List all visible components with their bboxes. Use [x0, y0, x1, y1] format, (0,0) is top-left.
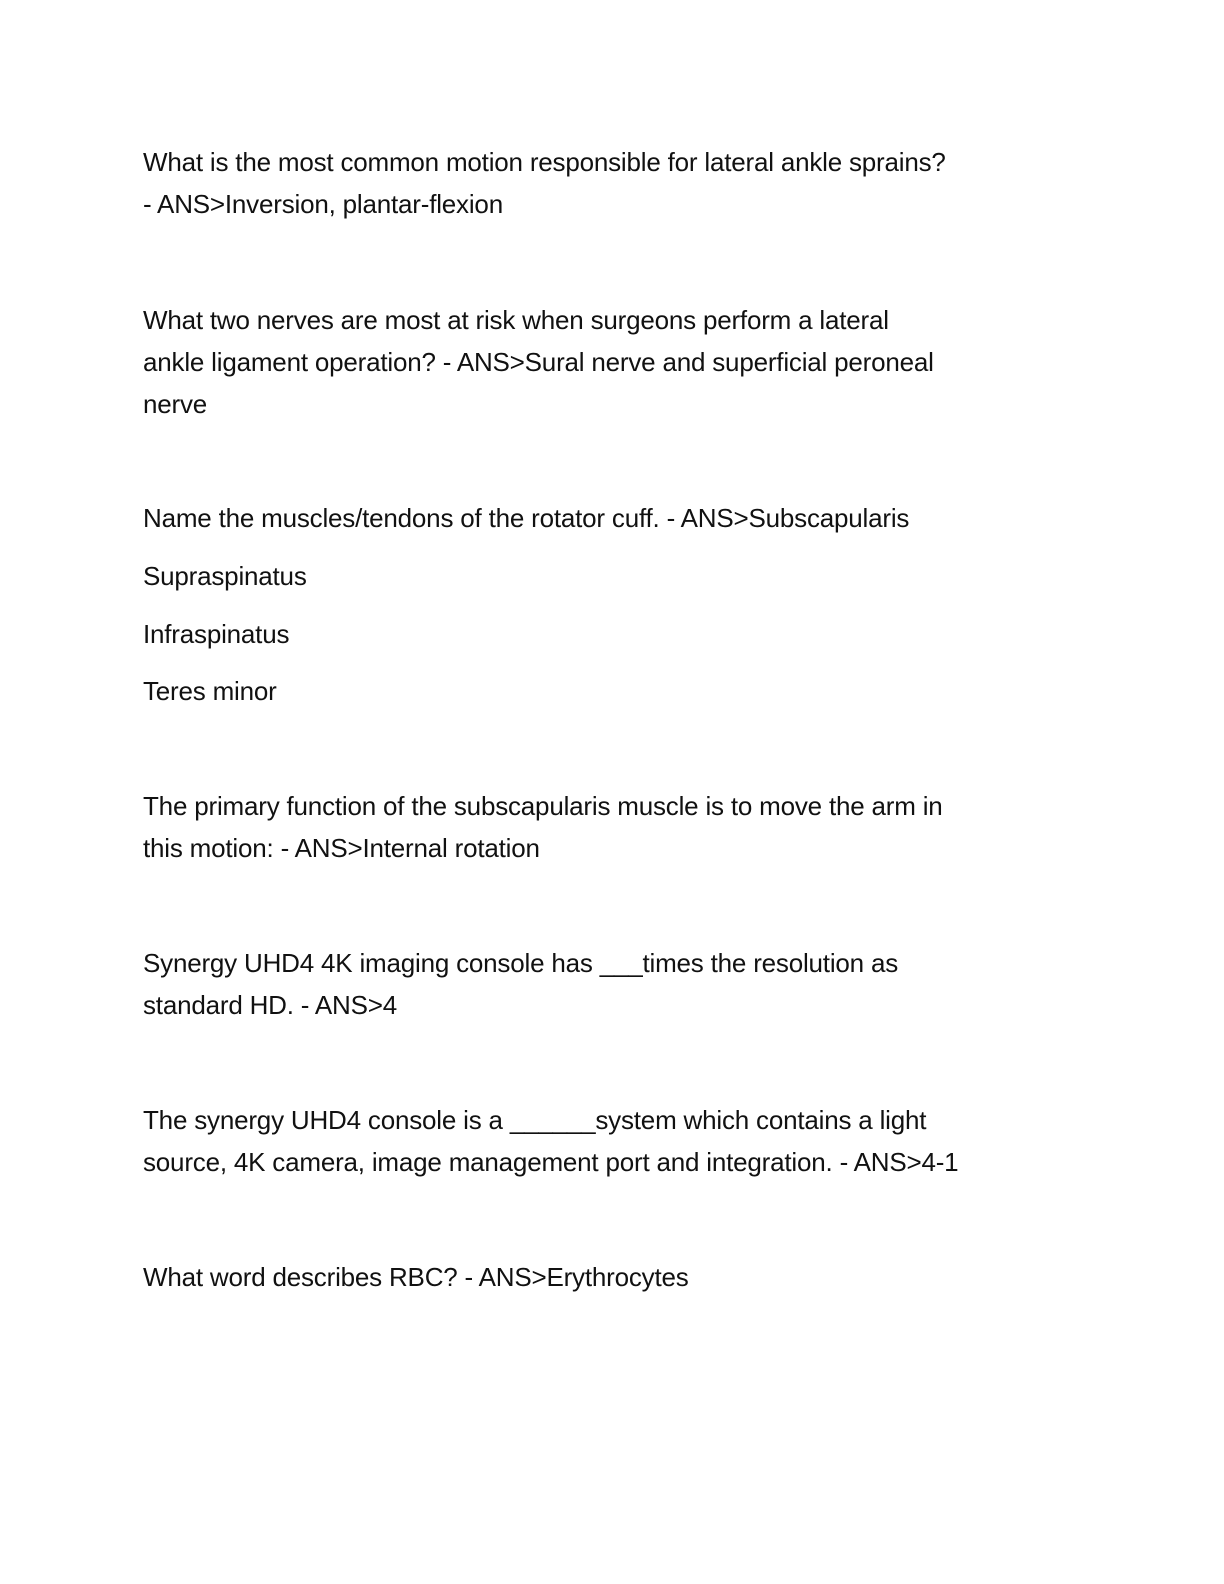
q6-question-line: The synergy UHD4 console is a ______system which contains a light	[143, 1105, 927, 1135]
q3-answer-line: Infraspinatus	[143, 619, 290, 649]
q3-question-line: Name the muscles/tendons of the rotator cuff. - ANS>Subscapularis	[143, 503, 910, 533]
q5-question-line: Synergy UHD4 4K imaging console has ___times the resolution as	[143, 948, 899, 978]
q7-question-line: What word describes RBC? - ANS>Erythrocytes	[143, 1262, 689, 1292]
q1-question-line: What is the most common motion responsible for lateral ankle sprains?	[143, 147, 946, 177]
q2-question-line: What two nerves are most at risk when surgeons perform a lateral	[143, 305, 889, 335]
q3-answer-line: Teres minor	[143, 676, 277, 706]
q5-answer-line: standard HD. - ANS>4	[143, 990, 397, 1020]
q6-answer-line: source, 4K camera, image management port and integration. - ANS>4-1	[143, 1147, 959, 1177]
q1-answer-line: - ANS>Inversion, plantar-flexion	[143, 189, 503, 219]
q2-answer-line: nerve	[143, 389, 208, 419]
q4-answer-line: this motion: - ANS>Internal rotation	[143, 833, 540, 863]
q4-question-line: The primary function of the subscapularis muscle is to move the arm in	[143, 791, 943, 821]
q3-answer-line: Supraspinatus	[143, 561, 307, 591]
q2-question-line: ankle ligament operation? - ANS>Sural nerve and superficial peroneal	[143, 347, 934, 377]
